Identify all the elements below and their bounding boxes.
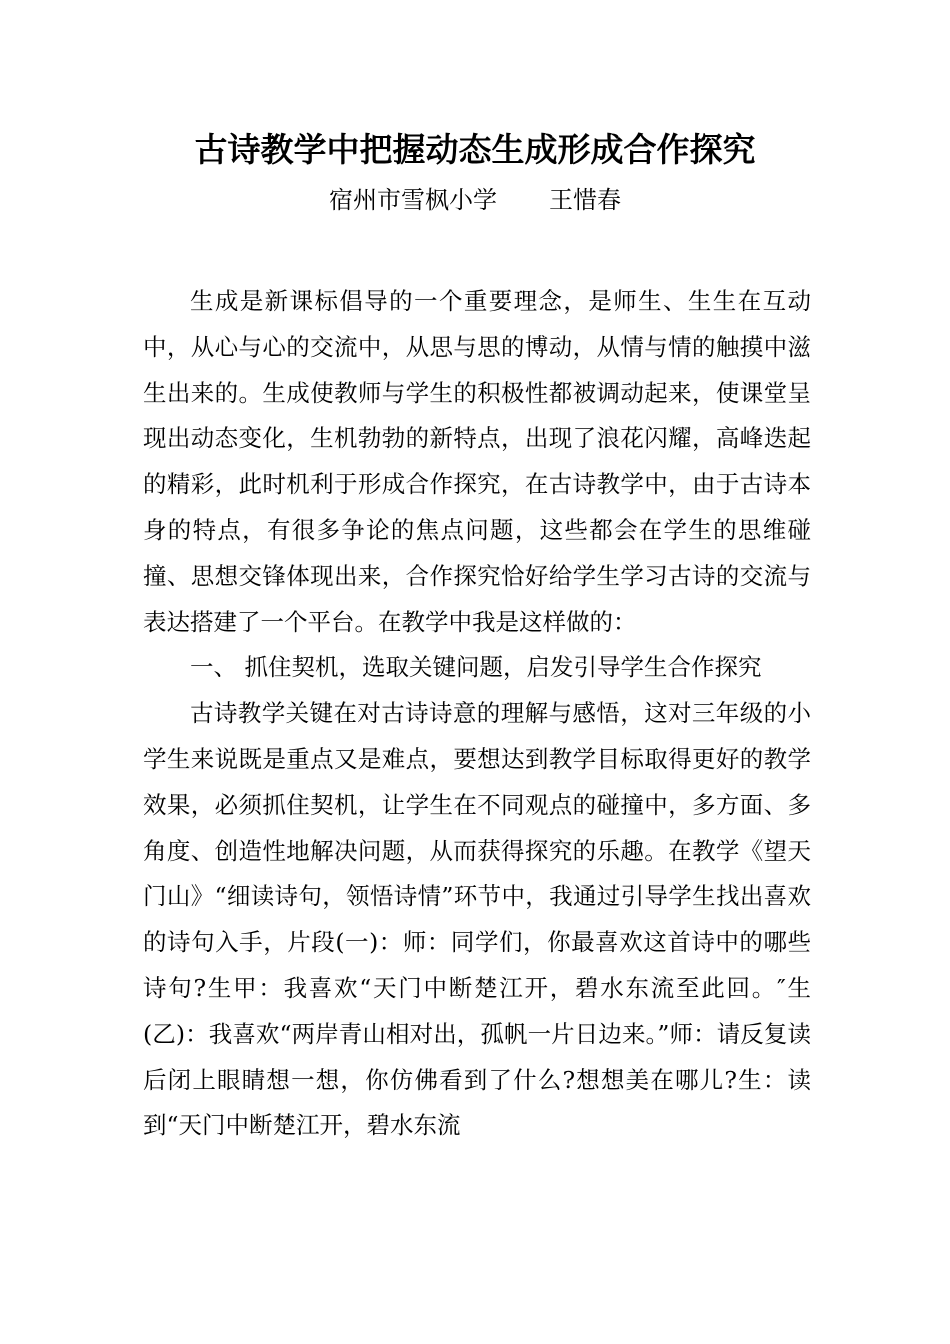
- author-name: 王惜春: [549, 186, 621, 214]
- paragraph-intro: 生成是新课标倡导的一个重要理念，是师生、生生在互动中，从心与心的交流中，从思与思的博动，从情与情的触摸中滋生出来的。生成使教师与学生的积极性都被调动起来，使课堂呈现出动态变化，生机勃勃的新特点，出现了浪花闪耀，高峰迭起的精彩，此时机利于形成合作探究，在古诗教学中，由于古诗本身的特点，有很多争论的焦点问题，这些都会在学生的思维碰撞、思想交锋体现出来，合作探究恰好给学生学习古诗的交流与表达搭建了一个平台。在教学中我是这样做的：: [143, 287, 811, 636]
- section-heading-1: 一、 抓住契机，选取关键问题，启发引导学生合作探究: [190, 653, 762, 682]
- byline: [0, 182, 950, 218]
- document-title: 古诗教学中把握动态生成形成合作探究: [194, 130, 756, 169]
- author-school: 宿州市雪枫小学: [329, 186, 497, 214]
- document-body: [143, 279, 811, 1149]
- paragraph-section-1: 古诗教学关键在对古诗诗意的理解与感悟，这对三年级的小学生来说既是重点又是难点，要想达到教学目标取得更好的教学效果，必须抓住契机，让学生在不同观点的碰撞中，多方面、多角度、创造性地解决问题，从而获得探究的乐趣。在教学《望天门山》“细读诗句，领悟诗情”环节中，我通过引导学生找出喜欢的诗句入手，片段(一)：师：同学们，你最喜欢这首诗中的哪些诗句?生甲：我喜欢“天门中断楚江开，碧水东流至此回。″生(乙)：我喜欢“两岸青山相对出，孤帆一片日边来。”师：请反复读后闭上眼睛想一想，你仿佛看到了什么?想想美在哪儿?生：读到“天门中断楚江开，碧水东流: [143, 699, 811, 1140]
